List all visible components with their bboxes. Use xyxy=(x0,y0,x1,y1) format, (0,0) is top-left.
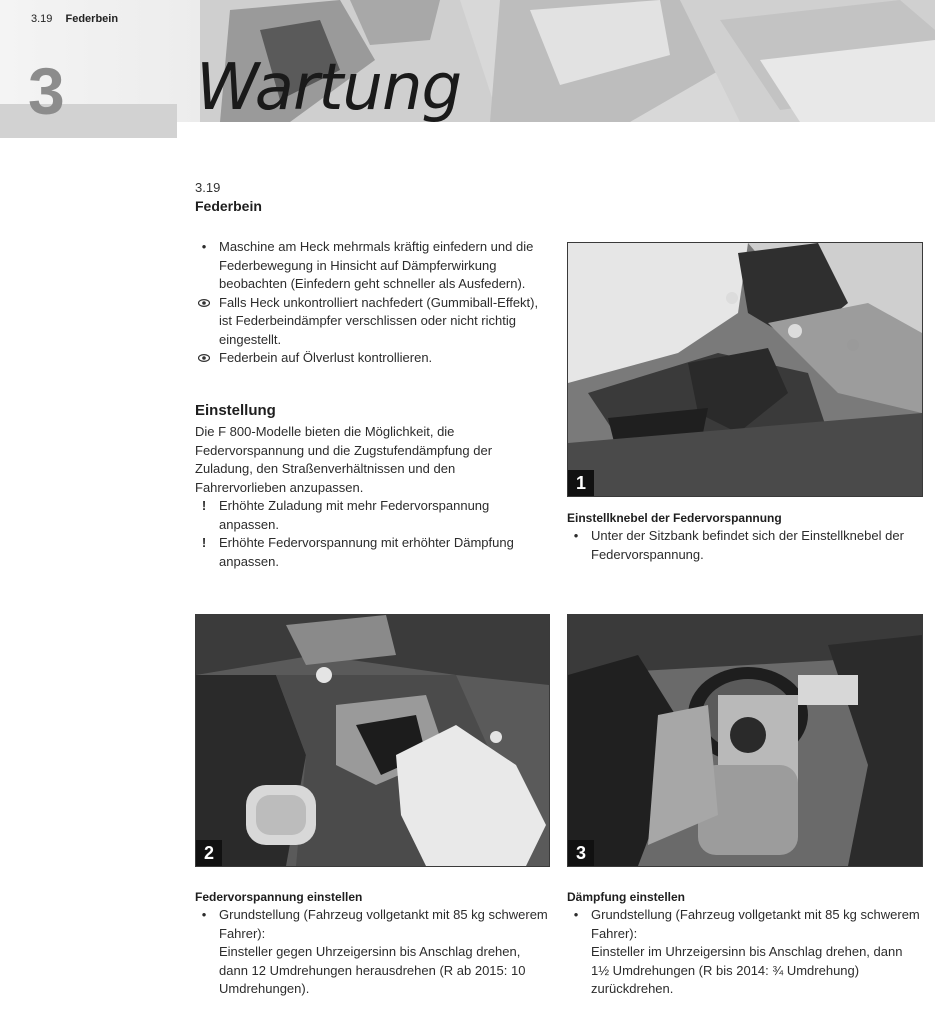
eye-icon xyxy=(197,349,211,369)
caption-item xyxy=(195,906,551,999)
warning-item-text: Erhöhte Federvorspannung mit erhöhter Dämpfung anpassen. xyxy=(219,535,514,569)
running-head-title: Federbein xyxy=(65,13,119,25)
figure-3-caption-title: Dämpfung einstellen xyxy=(567,890,686,904)
caption-item-text: Einsteller im Uhrzeigersinn bis Anschlag drehen, dann 1½ Umdrehungen (R bis 2014: ¾ Umdrehung) zurückdrehen. xyxy=(591,944,903,996)
figure-number: 1 xyxy=(568,470,594,496)
figure-3-caption-list xyxy=(567,906,923,999)
figure-3-photo xyxy=(567,614,923,867)
figure-2-caption-list xyxy=(195,906,551,999)
exclamation-icon: ! xyxy=(201,498,207,513)
bullet-icon: • xyxy=(573,528,579,543)
eye-icon xyxy=(197,294,211,314)
section-number: 3.19 xyxy=(195,180,221,195)
caption-item-text: Grundstellung (Fahrzeug vollgetankt mit 85 kg schwerem Fahrer): xyxy=(591,907,920,941)
section-title: Federbein xyxy=(195,198,262,214)
check-item xyxy=(195,349,550,368)
check-item xyxy=(195,294,550,350)
check-item-text: Falls Heck unkontrolliert nachfedert (Gummiball-Effekt), ist Federbeindämpfer verschlissen oder nicht richtig eingestellt. xyxy=(219,294,539,347)
caption-item-text: Grundstellung (Fahrzeug vollgetankt mit 85 kg schwerem Fahrer): xyxy=(219,907,548,941)
chapter-number: 3 xyxy=(28,54,65,128)
check-list xyxy=(195,238,550,368)
caption-item-text: Unter der Sitzbank befindet sich der Einstellknebel der Federvorspannung. xyxy=(591,528,904,562)
figure-1-caption-list xyxy=(567,527,919,564)
figure-number: 2 xyxy=(196,840,222,866)
bullet-icon: • xyxy=(201,907,207,922)
check-item-text: Maschine am Heck mehrmals kräftig einfedern und die Federbewegung in Hinsicht auf Dämpferwirkung beobachten (Einfedern geht schneller als Ausfedern). xyxy=(219,239,534,291)
running-head xyxy=(31,13,118,25)
subheading-einstellung: Einstellung xyxy=(195,402,276,419)
bullet-icon: • xyxy=(201,239,207,254)
figure-2-photo xyxy=(195,614,550,867)
chapter-title: Wartung xyxy=(196,51,462,125)
exclamation-icon: ! xyxy=(201,535,207,550)
figure-number: 3 xyxy=(568,840,594,866)
caption-item xyxy=(567,527,919,564)
figure-1-caption-title: Einstellknebel der Federvorspannung xyxy=(567,511,782,525)
figure-2-caption-title: Federvorspannung einstellen xyxy=(195,890,363,904)
warning-item-text: Erhöhte Zuladung mit mehr Federvorspannung anpassen. xyxy=(219,498,490,532)
caption-item-text: Einsteller gegen Uhrzeigersinn bis Anschlag drehen, dann 12 Umdrehungen herausdrehen (R ab 2015: 10 Umdrehungen). xyxy=(219,944,526,996)
check-item xyxy=(195,238,550,294)
intro-paragraph: Die F 800-Modelle bieten die Möglichkeit, die Federvorspannung und die Zugstufendämpfung der Zuladung, den Straßenverhältnissen und den Fahrervorlieben anzupassen. xyxy=(195,424,493,495)
warning-list xyxy=(195,497,550,571)
bullet-icon: • xyxy=(573,907,579,922)
running-head-section-number: 3.19 xyxy=(31,13,53,25)
warning-item xyxy=(195,497,550,534)
check-item-text: Federbein auf Ölverlust kontrollieren. xyxy=(219,350,433,365)
caption-item xyxy=(567,906,923,999)
warning-item xyxy=(195,534,550,571)
chapter-number-band xyxy=(0,104,177,138)
figure-1-photo xyxy=(567,242,923,497)
